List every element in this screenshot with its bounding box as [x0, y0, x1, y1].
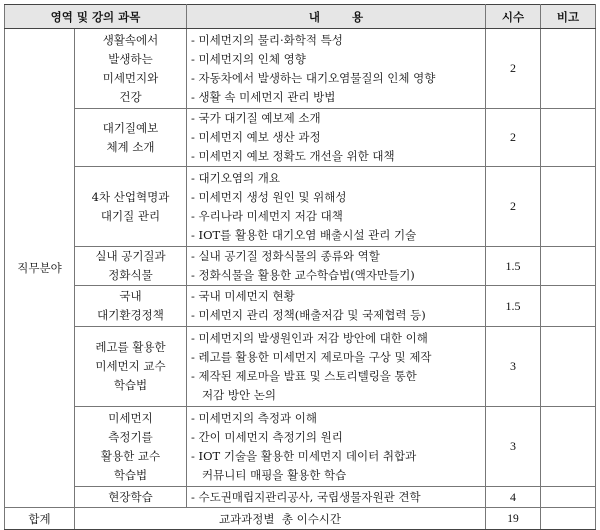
- content-cell: [187, 247, 486, 286]
- total-row: [5, 508, 596, 530]
- area-cell: 직무분야: [5, 29, 75, 508]
- content-item: - 대기오염의 개요: [191, 170, 280, 185]
- note-cell: [541, 407, 596, 487]
- header-hours: 시수: [486, 5, 541, 29]
- content-item: - 수도권매립지관리공사, 국립생물자원관 견학: [191, 489, 421, 504]
- hours-cell: 4: [486, 487, 541, 508]
- course-name-line: 레고를 활용한: [95, 340, 166, 354]
- content-item: - 실내 공기질 정화식물의 종류와 역할: [191, 249, 380, 263]
- hours-cell: 2: [486, 167, 541, 247]
- course-name-line: 측정기를: [108, 429, 153, 444]
- note-cell: [541, 487, 596, 508]
- hours-cell: 3: [486, 327, 541, 407]
- course-name-line: 생활속에서: [102, 32, 159, 47]
- table-row: [5, 109, 596, 167]
- curriculum-table-wrapper: [4, 4, 595, 530]
- course-name-cell: [75, 167, 187, 247]
- content-item: 저감 방안 논의: [202, 387, 276, 402]
- content-item: - 국내 미세먼지 현황: [191, 289, 295, 303]
- content-item: - IOT 기술을 활용한 미세먼지 데이터 취합과: [191, 448, 417, 463]
- course-name-cell: [75, 109, 187, 167]
- content-cell: [187, 286, 486, 327]
- course-name-line: 미세먼지: [108, 410, 153, 425]
- note-cell: [541, 327, 596, 407]
- course-name-line: 체계 소개: [106, 139, 155, 154]
- content-item: - 제작된 제로마을 발표 및 스토리텔링을 통한: [191, 368, 417, 383]
- course-name-line: 학습법: [113, 467, 148, 482]
- table-row: [5, 247, 596, 286]
- content-item: - 미세먼지의 측정과 이해: [191, 410, 317, 425]
- table-row: [5, 407, 596, 487]
- content-cell: [187, 109, 486, 167]
- content-item: - 정화식물을 활용한 교수학습법(액자만들기): [191, 268, 415, 282]
- course-name-line: 현장학습: [108, 489, 153, 504]
- table-row: [5, 167, 596, 247]
- content-item: - 미세먼지 예보 정확도 개선을 위한 대책: [191, 149, 395, 163]
- course-name-cell: [75, 487, 187, 508]
- note-cell: [541, 109, 596, 167]
- total-hours: 19: [486, 508, 541, 530]
- hours-cell: 2: [486, 29, 541, 109]
- content-item: - IOT를 활용한 대기오염 배출시설 관리 기술: [191, 227, 417, 242]
- content-item: - 미세먼지의 물리·화학적 특성: [191, 32, 343, 47]
- content-cell: [187, 327, 486, 407]
- table-row: [5, 327, 596, 407]
- course-name-line: 정화식물: [108, 268, 153, 282]
- note-cell: [541, 286, 596, 327]
- content-item: - 미세먼지 생성 원인 및 위해성: [191, 189, 347, 204]
- note-cell: [541, 29, 596, 109]
- course-name-line: 4차 산업혁명과: [91, 189, 170, 204]
- content-cell: [187, 487, 486, 508]
- content-cell: [187, 29, 486, 109]
- content-cell: [187, 407, 486, 487]
- header-row: [5, 5, 596, 29]
- content-item: - 자동차에서 발생하는 대기오염물질의 인체 영향: [191, 70, 436, 85]
- course-name-line: 실내 공기질과: [95, 249, 166, 263]
- total-content: 교과과정별 총 이수시간: [75, 508, 486, 530]
- table-row: [5, 286, 596, 327]
- course-name-cell: [75, 407, 187, 487]
- course-name-cell: [75, 327, 187, 407]
- content-item: - 간이 미세먼지 측정기의 원리: [191, 429, 343, 444]
- content-item: - 생활 속 미세먼지 관리 방법: [191, 89, 336, 104]
- content-item: - 미세먼지 관리 정책(배출저감 및 국제협력 등): [191, 308, 426, 322]
- course-name-line: 학습법: [113, 378, 148, 392]
- course-name-line: 대기질예보: [102, 120, 159, 135]
- course-name-line: 대기질 관리: [100, 208, 161, 223]
- course-name-cell: [75, 29, 187, 109]
- content-item: 커뮤니티 매핑을 활용한 학습: [202, 467, 347, 482]
- course-name-line: 대기환경정책: [97, 308, 164, 322]
- content-item: - 국가 대기질 예보제 소개: [191, 111, 321, 125]
- content-item: - 우리나라 미세먼지 저감 대책: [191, 208, 343, 223]
- curriculum-table: [4, 4, 596, 530]
- content-item: - 레고를 활용한 미세먼지 제로마을 구상 및 제작: [191, 349, 432, 364]
- note-cell: [541, 247, 596, 286]
- total-note: [541, 508, 596, 530]
- course-name-line: 발생하는: [108, 51, 153, 66]
- content-cell: [187, 167, 486, 247]
- content-item: - 미세먼지의 발생원인과 저감 방안에 대한 이해: [191, 330, 428, 345]
- hours-cell: 2: [486, 109, 541, 167]
- table-body: [5, 29, 596, 530]
- course-name-line: 국내: [119, 289, 142, 303]
- header-area: 영역 및 강의 과목: [5, 5, 187, 29]
- table-row: [5, 29, 596, 109]
- header-note: 비고: [541, 5, 596, 29]
- course-name-cell: [75, 247, 187, 286]
- table-row: [5, 487, 596, 508]
- course-name-cell: [75, 286, 187, 327]
- content-item: - 미세먼지 예보 생산 과정: [191, 130, 321, 144]
- header-content: 내 용: [187, 5, 486, 29]
- course-name-line: 활용한 교수: [100, 448, 161, 463]
- content-item: - 미세먼지의 인체 영향: [191, 51, 306, 66]
- hours-cell: 3: [486, 407, 541, 487]
- course-name-line: 미세먼지 교수: [95, 359, 166, 373]
- total-label: 합계: [5, 508, 75, 530]
- course-name-line: 미세먼지와: [102, 70, 159, 85]
- hours-cell: 1.5: [486, 247, 541, 286]
- hours-cell: 1.5: [486, 286, 541, 327]
- note-cell: [541, 167, 596, 247]
- course-name-line: 건강: [119, 89, 142, 104]
